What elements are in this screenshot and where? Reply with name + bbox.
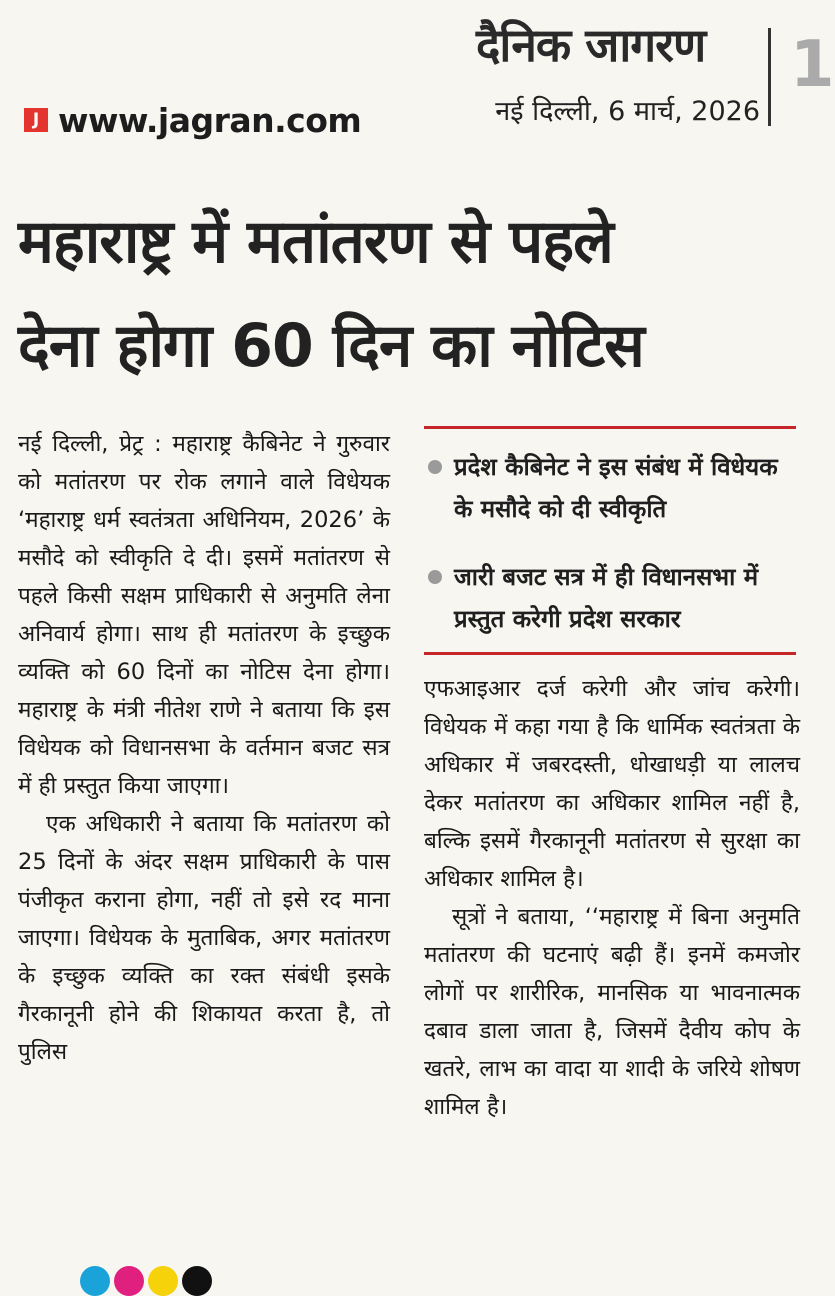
- article-paragraph: सूत्रों ने बताया, ‘‘महाराष्ट्र में बिना अनुमति मतांतरण की घटनाएं बढ़ी हैं। इनमें कमजोर लोगों पर शारीरिक, मानसिक या भावनात्मक दबाव डाला जाता है, जिसमें दैवीय कोप के खतरे, लाभ का वादा या शादी के जरिये शोषण शामिल है।: [424, 904, 800, 1120]
- highlight-item: [424, 556, 796, 640]
- headline-line-2: देना होगा 60 दिन का नोटिस: [18, 311, 644, 381]
- registration-dot: [80, 1266, 110, 1296]
- highlight-rule-bottom: [424, 652, 796, 655]
- highlight-rule-top: [424, 426, 796, 429]
- registration-dot: [114, 1266, 144, 1296]
- highlight-text: प्रदेश कैबिनेट ने इस संबंध में विधेयक के मसौदे को दी स्वीकृति: [454, 453, 778, 523]
- masthead-dateline: नई दिल्ली, 6 मार्च, 2026: [495, 96, 760, 127]
- article-paragraph: एक अधिकारी ने बताया कि मतांतरण को 25 दिनों के अंदर सक्षम प्राधिकारी के पास पंजीकृत कराना होगा, नहीं तो इसे रद माना जाएगा। विधेयक के मुताबिक, अगर मतांतरण के इच्छुक व्यक्ति का रक्त संबंधी इसके गैरकानूनी होने की शिकायत करता है, तो पुलिस: [18, 811, 390, 1065]
- bullet-icon: [428, 460, 442, 474]
- site-link[interactable]: [24, 100, 361, 140]
- registration-dot: [148, 1266, 178, 1296]
- highlight-item: [424, 446, 796, 530]
- headline-line-1: महाराष्ट्र में मतांतरण से पहले: [18, 207, 613, 277]
- page-number: 1: [790, 28, 835, 102]
- article-column-left: [18, 425, 390, 1071]
- highlight-text: जारी बजट सत्र में ही विधानसभा में प्रस्तुत करेगी प्रदेश सरकार: [454, 563, 759, 633]
- headline: [18, 190, 798, 398]
- bullet-icon: [428, 570, 442, 584]
- article-paragraph: नई दिल्ली, प्रेट्र : महाराष्ट्र कैबिनेट ने गुरुवार को मतांतरण पर रोक लगाने वाले विधेयक ‘महाराष्ट्र धर्म स्वतंत्रता अधिनियम, 2026’ के मसौदे को स्वीकृति दे दी। इसमें मतांतरण से पहले किसी सक्षम प्राधिकारी से अनुमति लेना अनिवार्य होगा। साथ ही मतांतरण के इच्छुक व्यक्ति को 60 दिनों का नोटिस देना होगा। महाराष्ट्र के मंत्री नीतेश राणे ने बताया कि इस विधेयक को विधानसभा के वर्तमान बजट सत्र में ही प्रस्तुत किया जाएगा।: [18, 431, 390, 799]
- masthead-divider: [768, 28, 771, 126]
- masthead-logo: दैनिक जागरण: [476, 18, 706, 72]
- registration-marks: [80, 1266, 212, 1296]
- jagran-logo-icon: J: [24, 108, 48, 132]
- registration-dot: [182, 1266, 212, 1296]
- article-column-right: [424, 670, 800, 1126]
- site-url[interactable]: www.jagran.com: [58, 100, 362, 140]
- article-paragraph: एफआइआर दर्ज करेगी और जांच करेगी। विधेयक में कहा गया है कि धार्मिक स्वतंत्रता के अधिकार में जबरदस्ती, धोखाधड़ी या लालच देकर मतांतरण का अधिकार शामिल नहीं है, बल्कि इसमें गैरकानूनी मतांतरण से सुरक्षा का अधिकार शामिल है।: [424, 676, 800, 892]
